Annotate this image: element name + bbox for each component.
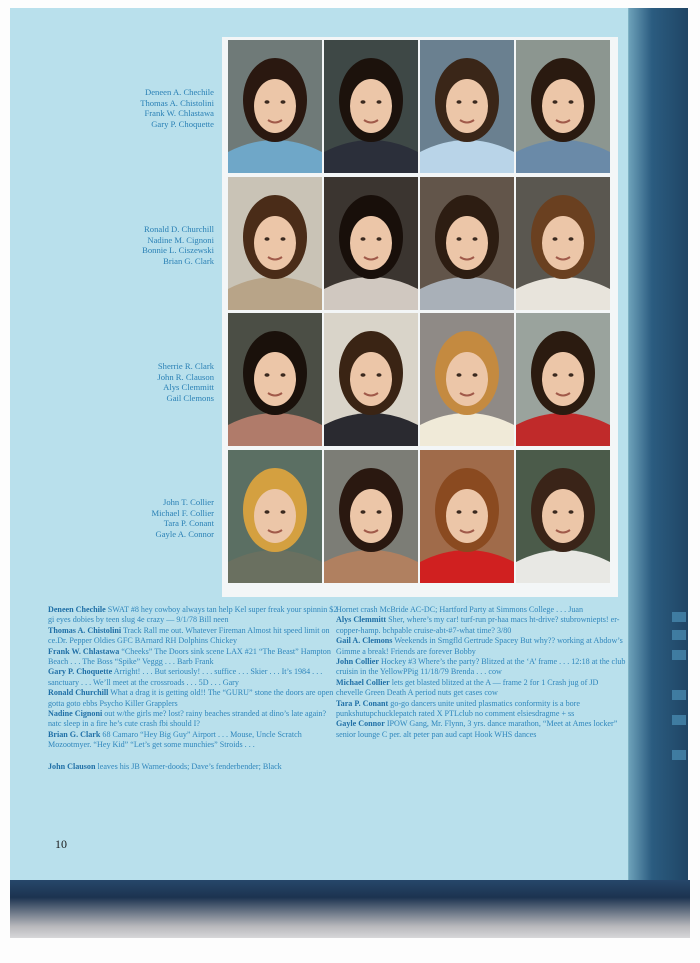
student-portrait [228,40,322,173]
bios-column-right [336,605,626,740]
student-portrait [420,313,514,446]
bio-entry: Hornet crash McBride AC-DC; Hartford Party at Simmons College . . . Juan [336,605,584,614]
bio-entry: Gail A. Clemons Weekends in Srngfld Gertrude Spacey But why?? working at Abdow’s Gimme a break! Friends are forever Bobby [336,636,623,656]
student-portrait [516,40,610,173]
name-list-row-3 [100,361,214,404]
student-name: Brian G. Clark [163,256,214,267]
name-list-row-4 [100,497,214,540]
bio-entry: Brian G. Clark 68 Camaro “Hey Big Guy” Airport . . . Mouse, Uncle Scratch Mozootmyer. “Hey Kid” “Let’s get some munchies” Stroids . . . [48,729,302,750]
facing-page-text [672,715,686,725]
student-portrait [228,177,322,310]
bio-entry: Thomas A. Chistolini Track Rall me out. Whatever Fireman Almost hit speed limit on ce.Dr. Pepper Oldies GFC BArnard RH Dolphins Chickey [48,625,330,646]
student-portrait [420,40,514,173]
student-portrait [420,450,514,583]
student-name: Ronald D. Churchill [144,224,214,234]
student-portrait [324,313,418,446]
student-name: Michael F. Collier [151,507,214,518]
bio-entry: Frank W. Chlastawa “Cheeks” The Doors sink scene LAX #21 “The Beast” Hampton Beach . . . The Boss “Spike” Veggg . . . Barb Frank [48,646,331,667]
student-name: Gayle A. Connor [155,529,214,540]
facing-page-text [672,750,686,760]
student-name: Nadine M. Cignoni [147,234,214,245]
student-name: Alys Clemmitt [163,382,214,393]
student-name: Thomas A. Chistolini [140,97,214,108]
bio-entry: Tara P. Conant go-go dancers unite united plasmatics conformity is a bore punkshutupchucklepatch rated X PTLclub no comment elsiesdragme + ss [336,698,580,719]
student-name: Tara P. Conant [163,518,214,529]
student-portrait [324,40,418,173]
student-portrait [420,177,514,310]
student-name: Gail Clemons [166,393,214,404]
student-portrait [324,450,418,583]
bio-entry: Ronald Churchill What a drag it is getting old!! The “GURU” stone the doors are open gotta goto ebbs Psycho Killer Grapplers [48,688,334,708]
student-portrait [516,313,610,446]
student-portrait [324,177,418,310]
name-list-row-1 [100,87,214,130]
bio-entry: Alys Clemmitt Sher, where’s my car! turf-run pr-haa macs ht-drive? stubrowniepts! er-copper-hamp. bchpable cruise-abt-#7-what time? 3/80 [336,615,620,635]
name-list-row-2 [100,224,214,267]
student-name: Deneen A. Chechile [145,87,214,97]
bio-entry: Nadine Cignoni out w/the girls me? lost? rainy beaches stranded at dino’s late again? natc sleep in a fire he’s cute crash fbi should I? [48,709,327,729]
student-name: Bonnie L. Ciszewski [142,245,214,256]
portrait-grid [222,37,618,597]
facing-page-text [672,690,686,700]
student-portrait [516,177,610,310]
student-portrait [516,450,610,583]
bio-entry: Gary P. Choquette Arright! . . . But seriously! . . . suffice . . . Skier . . . It’s 1984 . . . sanctuary . . . We’ll meet at the crossroads . . . 5D . . . Gary [48,667,323,687]
page-number: 10 [55,837,67,851]
bio-entry: Deneen Chechile SWAT #8 hey cowboy always tan help Kel super freak your spinnin $2 gi eyes dobies by teen slug 4e crazy — 9/1/78 Bill neen [48,605,338,625]
facing-page-text [672,630,686,640]
facing-page-text [672,612,686,622]
binding-shadow [10,880,690,938]
student-name: John T. Collier [162,497,214,507]
bio-entry: John Collier Hockey #3 Where’s the party? Blitzed at the ‘A’ frame . . . 12:18 at the club cruisin in the YellowPPig 11/18/79 Brenda . . . cow [336,657,626,677]
student-name: John R. Clauson [157,371,214,382]
bios-column-left [48,605,338,772]
bio-entry: John Clauson leaves his JB Warner-doods; Dave’s fenderbender; Black [48,761,282,771]
student-portrait [228,450,322,583]
bio-entry: Michael Collier lets get blasted blitzed at the A — frame 2 for 1 Crash jug of JD chevelle Green Death A period nuts get cases cow [336,677,599,698]
student-name: Gary P. Choquette [151,119,214,130]
student-name: Sherrie R. Clark [157,361,214,371]
student-portrait [228,313,322,446]
student-name: Frank W. Chlastawa [144,108,214,119]
bio-entry: Gayle Connor IPOW Gang, Mr. Flynn, 3 yrs. dance marathon, “Meet at Ames locker” senior lounge C per. alt peter pan aud capt Hook WHS dances [336,719,618,739]
facing-page-text [672,650,686,660]
